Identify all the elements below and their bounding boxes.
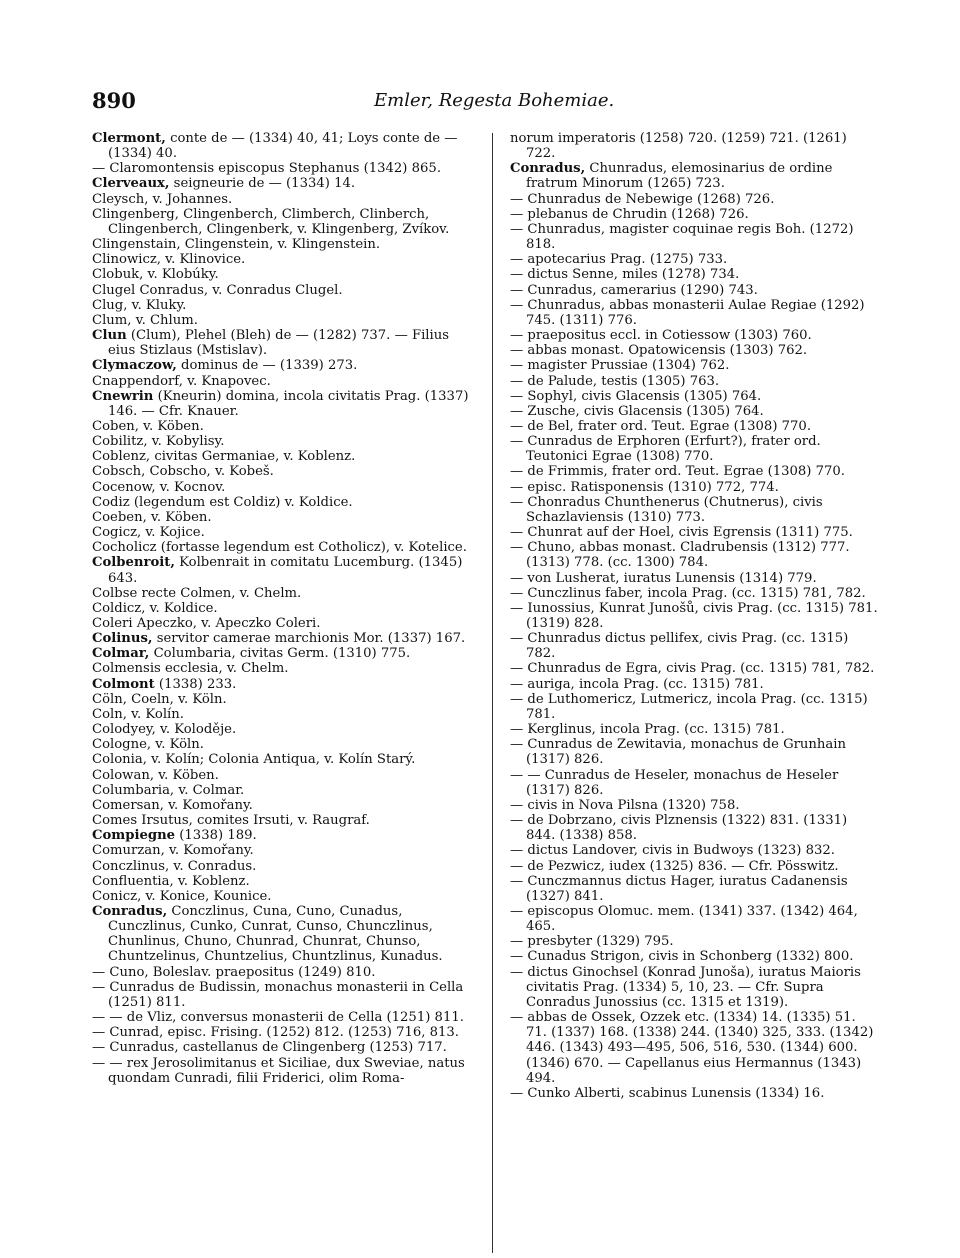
index-entry xyxy=(510,374,880,389)
entry-text: — dictus Landover, civis in Budwoys (1323) 832. xyxy=(510,843,835,859)
entry-text: Coldicz, v. Koldice. xyxy=(92,600,218,616)
entry-text: — Chunradus de Nebewige (1268) 726. xyxy=(510,191,775,207)
index-entry xyxy=(92,510,477,525)
entry-text: dominus de — (1339) 273. xyxy=(176,358,358,374)
index-entry xyxy=(510,480,880,495)
index-entry xyxy=(92,1025,477,1040)
entry-text: Coben, v. Köben. xyxy=(92,418,204,434)
entry-text: — Kerglinus, incola Prag. (cc. 1315) 781. xyxy=(510,722,785,738)
page-number: 890 xyxy=(92,88,136,113)
index-entry xyxy=(92,131,477,161)
index-entry xyxy=(92,798,477,813)
index-entry xyxy=(510,283,880,298)
entry-text: — presbyter (1329) 795. xyxy=(510,934,674,950)
index-entry xyxy=(510,843,880,858)
entry-text: servitor camerae marchionis Mor. (1337) 167. xyxy=(152,631,466,647)
index-entry xyxy=(92,616,477,631)
index-entry xyxy=(510,192,880,207)
index-entry xyxy=(92,965,477,980)
entry-text: Cogicz, v. Kojice. xyxy=(92,525,205,541)
index-entry xyxy=(510,464,880,479)
entry-text: Columbaria, v. Colmar. xyxy=(92,782,245,798)
entry-text: (Kneurin) domina, incola civitatis Prag. (1337) 146. — Cfr. Knauer. xyxy=(108,388,469,419)
index-entry xyxy=(510,328,880,343)
entry-headword: Conradus, xyxy=(92,903,168,919)
entry-text: Coblenz, civitas Germaniae, v. Koblenz. xyxy=(92,449,356,465)
index-entry xyxy=(510,601,880,631)
entry-text: — — rex Jerosolimitanus et Siciliae, dux Sweviae, natus quondam Cunradi, filii Friderici, olim Roma- xyxy=(92,1055,465,1086)
entry-text: — Cunczmannus dictus Hager, iuratus Cadanensis (1327) 841. xyxy=(510,873,848,904)
entry-text: — auriga, incola Prag. (cc. 1315) 781. xyxy=(510,676,764,692)
index-entry xyxy=(510,207,880,222)
entry-text: — Chunradus de Egra, civis Prag. (cc. 1315) 781, 782. xyxy=(510,661,875,677)
index-entry xyxy=(92,328,477,358)
right-column xyxy=(510,131,880,1101)
index-entry xyxy=(510,1010,880,1086)
index-entry xyxy=(92,980,477,1010)
index-entry xyxy=(92,283,477,298)
index-entry xyxy=(92,874,477,889)
index-entry xyxy=(510,434,880,464)
index-entry xyxy=(92,313,477,328)
index-entry xyxy=(510,131,880,161)
index-entry xyxy=(92,464,477,479)
index-entry xyxy=(92,722,477,737)
entry-headword: Clun xyxy=(92,328,127,344)
index-entry xyxy=(510,798,880,813)
entry-text: — Chunradus, abbas monasterii Aulae Regiae (1292) 745. (1311) 776. xyxy=(510,297,865,328)
left-column xyxy=(92,131,477,1086)
entry-text: — de Luthomericz, Lutmericz, incola Prag. (cc. 1315) 781. xyxy=(510,691,868,722)
entry-headword: Compiegne xyxy=(92,828,176,844)
entry-text: Colodyey, v. Koloděje. xyxy=(92,722,237,738)
entry-text: Columbaria, civitas Germ. (1310) 775. xyxy=(149,646,411,662)
index-entry xyxy=(510,419,880,434)
entry-text: Clingenstain, Clingenstein, v. Klingenstein. xyxy=(92,237,381,253)
entry-text: Confluentia, v. Koblenz. xyxy=(92,873,250,889)
index-entry xyxy=(92,843,477,858)
index-entry xyxy=(510,252,880,267)
entry-text: — dictus Senne, miles (1278) 734. xyxy=(510,267,740,283)
entry-text: — Cunradus, camerarius (1290) 743. xyxy=(510,282,758,298)
entry-text: — abbas de Ossek, Ozzek etc. (1334) 14. (1335) 51. 71. (1337) 168. (1338) 244. (1340) 325, 333. (1342) 446. (1343) 493—495, 506, 516, 530. (1344) 600. (1346) 670. — Capellanus eius Hermannus (1343) 494. xyxy=(510,1010,874,1086)
entry-text: — de Frimmis, frater ord. Teut. Egrae (1308) 770. xyxy=(510,464,845,480)
entry-text: — Chonradus Chunthenerus (Chutnerus), civis Schazlaviensis (1310) 773. xyxy=(510,494,823,525)
entry-text: Cleysch, v. Johannes. xyxy=(92,191,233,207)
entry-text: Colbse recte Colmen, v. Chelm. xyxy=(92,585,302,601)
index-entry xyxy=(92,374,477,389)
entry-text: — praepositus eccl. in Cotiessow (1303) 760. xyxy=(510,328,812,344)
entry-text: conte de — (1334) 40, 41; Loys conte de — (1334) 40. xyxy=(108,131,458,162)
index-entry xyxy=(92,828,477,843)
index-entry xyxy=(92,737,477,752)
index-entry xyxy=(510,768,880,798)
entry-text: — Chunrat auf der Hoel, civis Egrensis (1311) 775. xyxy=(510,525,853,541)
index-entry xyxy=(92,677,477,692)
index-entry xyxy=(92,586,477,601)
entry-text: — de Dobrzano, civis Plznensis (1322) 831. (1331) 844. (1338) 858. xyxy=(510,813,848,844)
index-entry xyxy=(92,358,477,373)
index-entry xyxy=(510,874,880,904)
entry-text: — magister Prussiae (1304) 762. xyxy=(510,358,730,374)
entry-text: Clobuk, v. Klobúky. xyxy=(92,267,219,283)
index-entry xyxy=(92,1010,477,1025)
index-entry xyxy=(510,737,880,767)
index-entry xyxy=(510,540,880,570)
entry-headword: Colmont xyxy=(92,676,155,692)
entry-text: — Cunrad, episc. Frising. (1252) 812. (1253) 716, 813. xyxy=(92,1025,459,1041)
index-entry xyxy=(92,889,477,904)
index-entry xyxy=(92,480,477,495)
entry-headword: Colbenroit, xyxy=(92,555,175,571)
index-entry xyxy=(92,176,477,191)
entry-headword: Clermont, xyxy=(92,131,166,146)
page-header xyxy=(92,88,892,118)
entry-text: Kolbenrait in comitatu Lucemburg. (1345) 643. xyxy=(108,555,463,586)
entry-text: (1338) 189. xyxy=(175,828,257,844)
entry-text: — abbas monast. Opatowicensis (1303) 762. xyxy=(510,343,808,359)
column-divider xyxy=(492,133,493,1253)
index-entry xyxy=(92,449,477,464)
index-entry xyxy=(92,661,477,676)
index-entry xyxy=(92,267,477,282)
entry-text: Colmensis ecclesia, v. Chelm. xyxy=(92,661,289,677)
index-entry xyxy=(510,813,880,843)
entry-text: Coln, v. Kolín. xyxy=(92,706,184,722)
entry-text: — Zusche, civis Glacensis (1305) 764. xyxy=(510,403,764,419)
index-entry xyxy=(510,267,880,282)
entry-text: Clinowicz, v. Klinovice. xyxy=(92,252,246,268)
entry-text: Coeben, v. Köben. xyxy=(92,509,212,525)
entry-text: Clum, v. Chlum. xyxy=(92,312,198,328)
entry-text: Chunradus, elemosinarius de ordine fratrum Minorum (1265) 723. xyxy=(526,161,833,192)
entry-text: Colonia, v. Kolín; Colonia Antiqua, v. Kolín Starý. xyxy=(92,752,416,768)
index-entry xyxy=(510,904,880,934)
entry-text: — Chunradus dictus pellifex, civis Prag. (cc. 1315) 782. xyxy=(510,631,849,662)
entry-text: — Chunradus, magister coquinae regis Boh. (1272) 818. xyxy=(510,221,854,253)
index-entry xyxy=(92,495,477,510)
index-entry xyxy=(92,631,477,646)
entry-text: Codiz (legendum est Coldiz) v. Koldice. xyxy=(92,494,353,510)
index-entry xyxy=(92,298,477,313)
entry-text: — Cunczlinus faber, incola Prag. (cc. 1315) 781, 782. xyxy=(510,585,866,601)
index-entry xyxy=(92,192,477,207)
index-entry xyxy=(92,692,477,707)
index-entry xyxy=(92,252,477,267)
entry-text: — apotecarius Prag. (1275) 733. xyxy=(510,252,728,268)
index-entry xyxy=(92,1056,477,1086)
index-entry xyxy=(92,707,477,722)
entry-headword: Clerveaux, xyxy=(92,176,170,192)
entry-text: Conczlinus, v. Conradus. xyxy=(92,858,257,874)
entry-headword: Colmar, xyxy=(92,646,150,662)
entry-text: norum imperatoris (1258) 720. (1259) 721. (1261) 722. xyxy=(510,131,847,162)
index-entry xyxy=(92,207,477,237)
entry-text: — von Lusherat, iuratus Lunensis (1314) 779. xyxy=(510,570,817,586)
entry-text: Cobilitz, v. Kobylisy. xyxy=(92,434,225,450)
index-entry xyxy=(510,722,880,737)
index-entry xyxy=(92,768,477,783)
entry-text: (Clum), Plehel (Bleh) de — (1282) 737. — Filius eius Stizlaus (Mstislav). xyxy=(108,328,450,359)
entry-text: — Chuno, abbas monast. Cladrubensis (1312) 777. (1313) 778. (cc. 1300) 784. xyxy=(510,540,850,571)
entry-text: Cobsch, Cobscho, v. Kobeš. xyxy=(92,464,274,480)
index-entry xyxy=(510,161,880,191)
index-entry xyxy=(92,904,477,965)
entry-text: Clingenberg, Clingenberch, Climberch, Clinberch, Clingenberch, Clingenberk, v. Klingenberg, Zvíkov. xyxy=(92,206,450,237)
index-entry xyxy=(510,859,880,874)
index-entry xyxy=(510,222,880,252)
index-entry xyxy=(92,237,477,252)
index-entry xyxy=(92,555,477,585)
entry-text: Comersan, v. Komořany. xyxy=(92,797,253,813)
index-entry xyxy=(510,404,880,419)
entry-text: — Cunadus Strigon, civis in Schonberg (1332) 800. xyxy=(510,949,854,965)
entry-text: — episcopus Olomuc. mem. (1341) 337. (1342) 464, 465. xyxy=(510,903,858,935)
entry-text: — Cunko Alberti, scabinus Lunensis (1334) 16. xyxy=(510,1085,825,1101)
index-entry xyxy=(92,1040,477,1055)
entry-text: — Cunradus de Erphoren (Erfurt?), frater ord. Teutonici Egrae (1308) 770. xyxy=(510,434,821,465)
running-title: Emler, Regesta Bohemiae. xyxy=(374,90,615,111)
index-entry xyxy=(92,601,477,616)
index-entry xyxy=(92,540,477,555)
entry-text: — Cuno, Boleslav. praepositus (1249) 810. xyxy=(92,964,376,980)
index-entry xyxy=(510,358,880,373)
index-entry xyxy=(510,525,880,540)
index-entry xyxy=(92,752,477,767)
index-entry xyxy=(510,586,880,601)
entry-text: Clug, v. Kluky. xyxy=(92,297,187,313)
entry-text: (1338) 233. xyxy=(154,676,237,692)
index-entry xyxy=(510,1086,880,1101)
index-entry xyxy=(510,571,880,586)
entry-text: Cocholicz (fortasse legendum est Cotholicz), v. Kotelice. xyxy=(92,540,467,556)
entry-text: — de Pezwicz, iudex (1325) 836. — Cfr. Pösswitz. xyxy=(510,858,839,874)
entry-text: Cnappendorf, v. Knapovec. xyxy=(92,373,271,389)
entry-text: seigneurie de — (1334) 14. xyxy=(169,176,356,192)
index-entry xyxy=(92,783,477,798)
entry-text: — de Palude, testis (1305) 763. xyxy=(510,373,720,389)
entry-text: Clugel Conradus, v. Conradus Clugel. xyxy=(92,282,343,298)
index-entry xyxy=(510,298,880,328)
index-entry xyxy=(92,813,477,828)
entry-text: — — Cunradus de Heseler, monachus de Heseler (1317) 826. xyxy=(510,767,839,798)
entry-text: — Claromontensis episcopus Stephanus (1342) 865. xyxy=(92,161,442,177)
index-entry xyxy=(92,161,477,176)
entry-text: — civis in Nova Pilsna (1320) 758. xyxy=(510,797,740,813)
entry-headword: Clymaczow, xyxy=(92,358,177,374)
index-entry xyxy=(510,661,880,676)
index-entry xyxy=(92,646,477,661)
index-entry xyxy=(510,934,880,949)
index-entry xyxy=(510,692,880,722)
entry-text: Conicz, v. Konice, Kounice. xyxy=(92,888,272,904)
entry-text: — Iunossius, Kunrat Junošů, civis Prag. (cc. 1315) 781. (1319) 828. xyxy=(510,600,878,631)
index-entry xyxy=(510,343,880,358)
entry-text: Cologne, v. Köln. xyxy=(92,737,204,753)
entry-headword: Colinus, xyxy=(92,631,153,647)
entry-headword: Conradus, xyxy=(510,161,586,177)
entry-text: — Cunradus de Budissin, monachus monasterii in Cella (1251) 811. xyxy=(92,979,464,1010)
entry-text: — dictus Ginochsel (Konrad Junoša), iuratus Maioris civitatis Prag. (1334) 5, 10, 23. — Cfr. Supra Conradus Junossius (cc. 1315 et 1319). xyxy=(510,964,861,1010)
entry-text: — Cunradus de Zewitavia, monachus de Grunhain (1317) 826. xyxy=(510,737,846,768)
entry-text: — plebanus de Chrudin (1268) 726. xyxy=(510,206,749,222)
index-entry xyxy=(510,965,880,1010)
entry-text: — episc. Ratisponensis (1310) 772, 774. xyxy=(510,479,779,495)
index-entry xyxy=(92,434,477,449)
entry-text: Colowan, v. Köben. xyxy=(92,767,219,783)
entry-text: Comes Irsutus, comites Irsuti, v. Raugraf. xyxy=(92,813,370,829)
entry-text: Coleri Apeczko, v. Apeczko Coleri. xyxy=(92,616,321,631)
entry-headword: Cnewrin xyxy=(92,388,154,404)
entry-text: — Cunradus, castellanus de Clingenberg (1253) 717. xyxy=(92,1040,447,1056)
index-entry xyxy=(92,859,477,874)
entry-text: Conczlinus, Cuna, Cuno, Cunadus, Cunczlinus, Cunko, Cunrat, Cunso, Chunczlinus, Chunlinus, Chuno, Chunrad, Chunrat, Chunso, Chuntzelinus, Chuntzelius, Chuntzlinus, Kunadus. xyxy=(108,903,443,965)
index-entry xyxy=(510,677,880,692)
entry-text: — — de Vliz, conversus monasterii de Cella (1251) 811. xyxy=(92,1010,464,1026)
entry-text: Cöln, Coeln, v. Köln. xyxy=(92,691,227,707)
index-entry xyxy=(510,949,880,964)
index-entry xyxy=(92,389,477,419)
entry-text: — Sophyl, civis Glacensis (1305) 764. xyxy=(510,388,762,404)
index-entry xyxy=(92,525,477,540)
entry-text: Cocenow, v. Kocnov. xyxy=(92,479,226,495)
index-entry xyxy=(510,631,880,661)
index-entry xyxy=(92,419,477,434)
index-entry xyxy=(510,495,880,525)
index-entry xyxy=(510,389,880,404)
entry-text: — de Bel, frater ord. Teut. Egrae (1308) 770. xyxy=(510,418,812,434)
entry-text: Comurzan, v. Komořany. xyxy=(92,843,254,859)
